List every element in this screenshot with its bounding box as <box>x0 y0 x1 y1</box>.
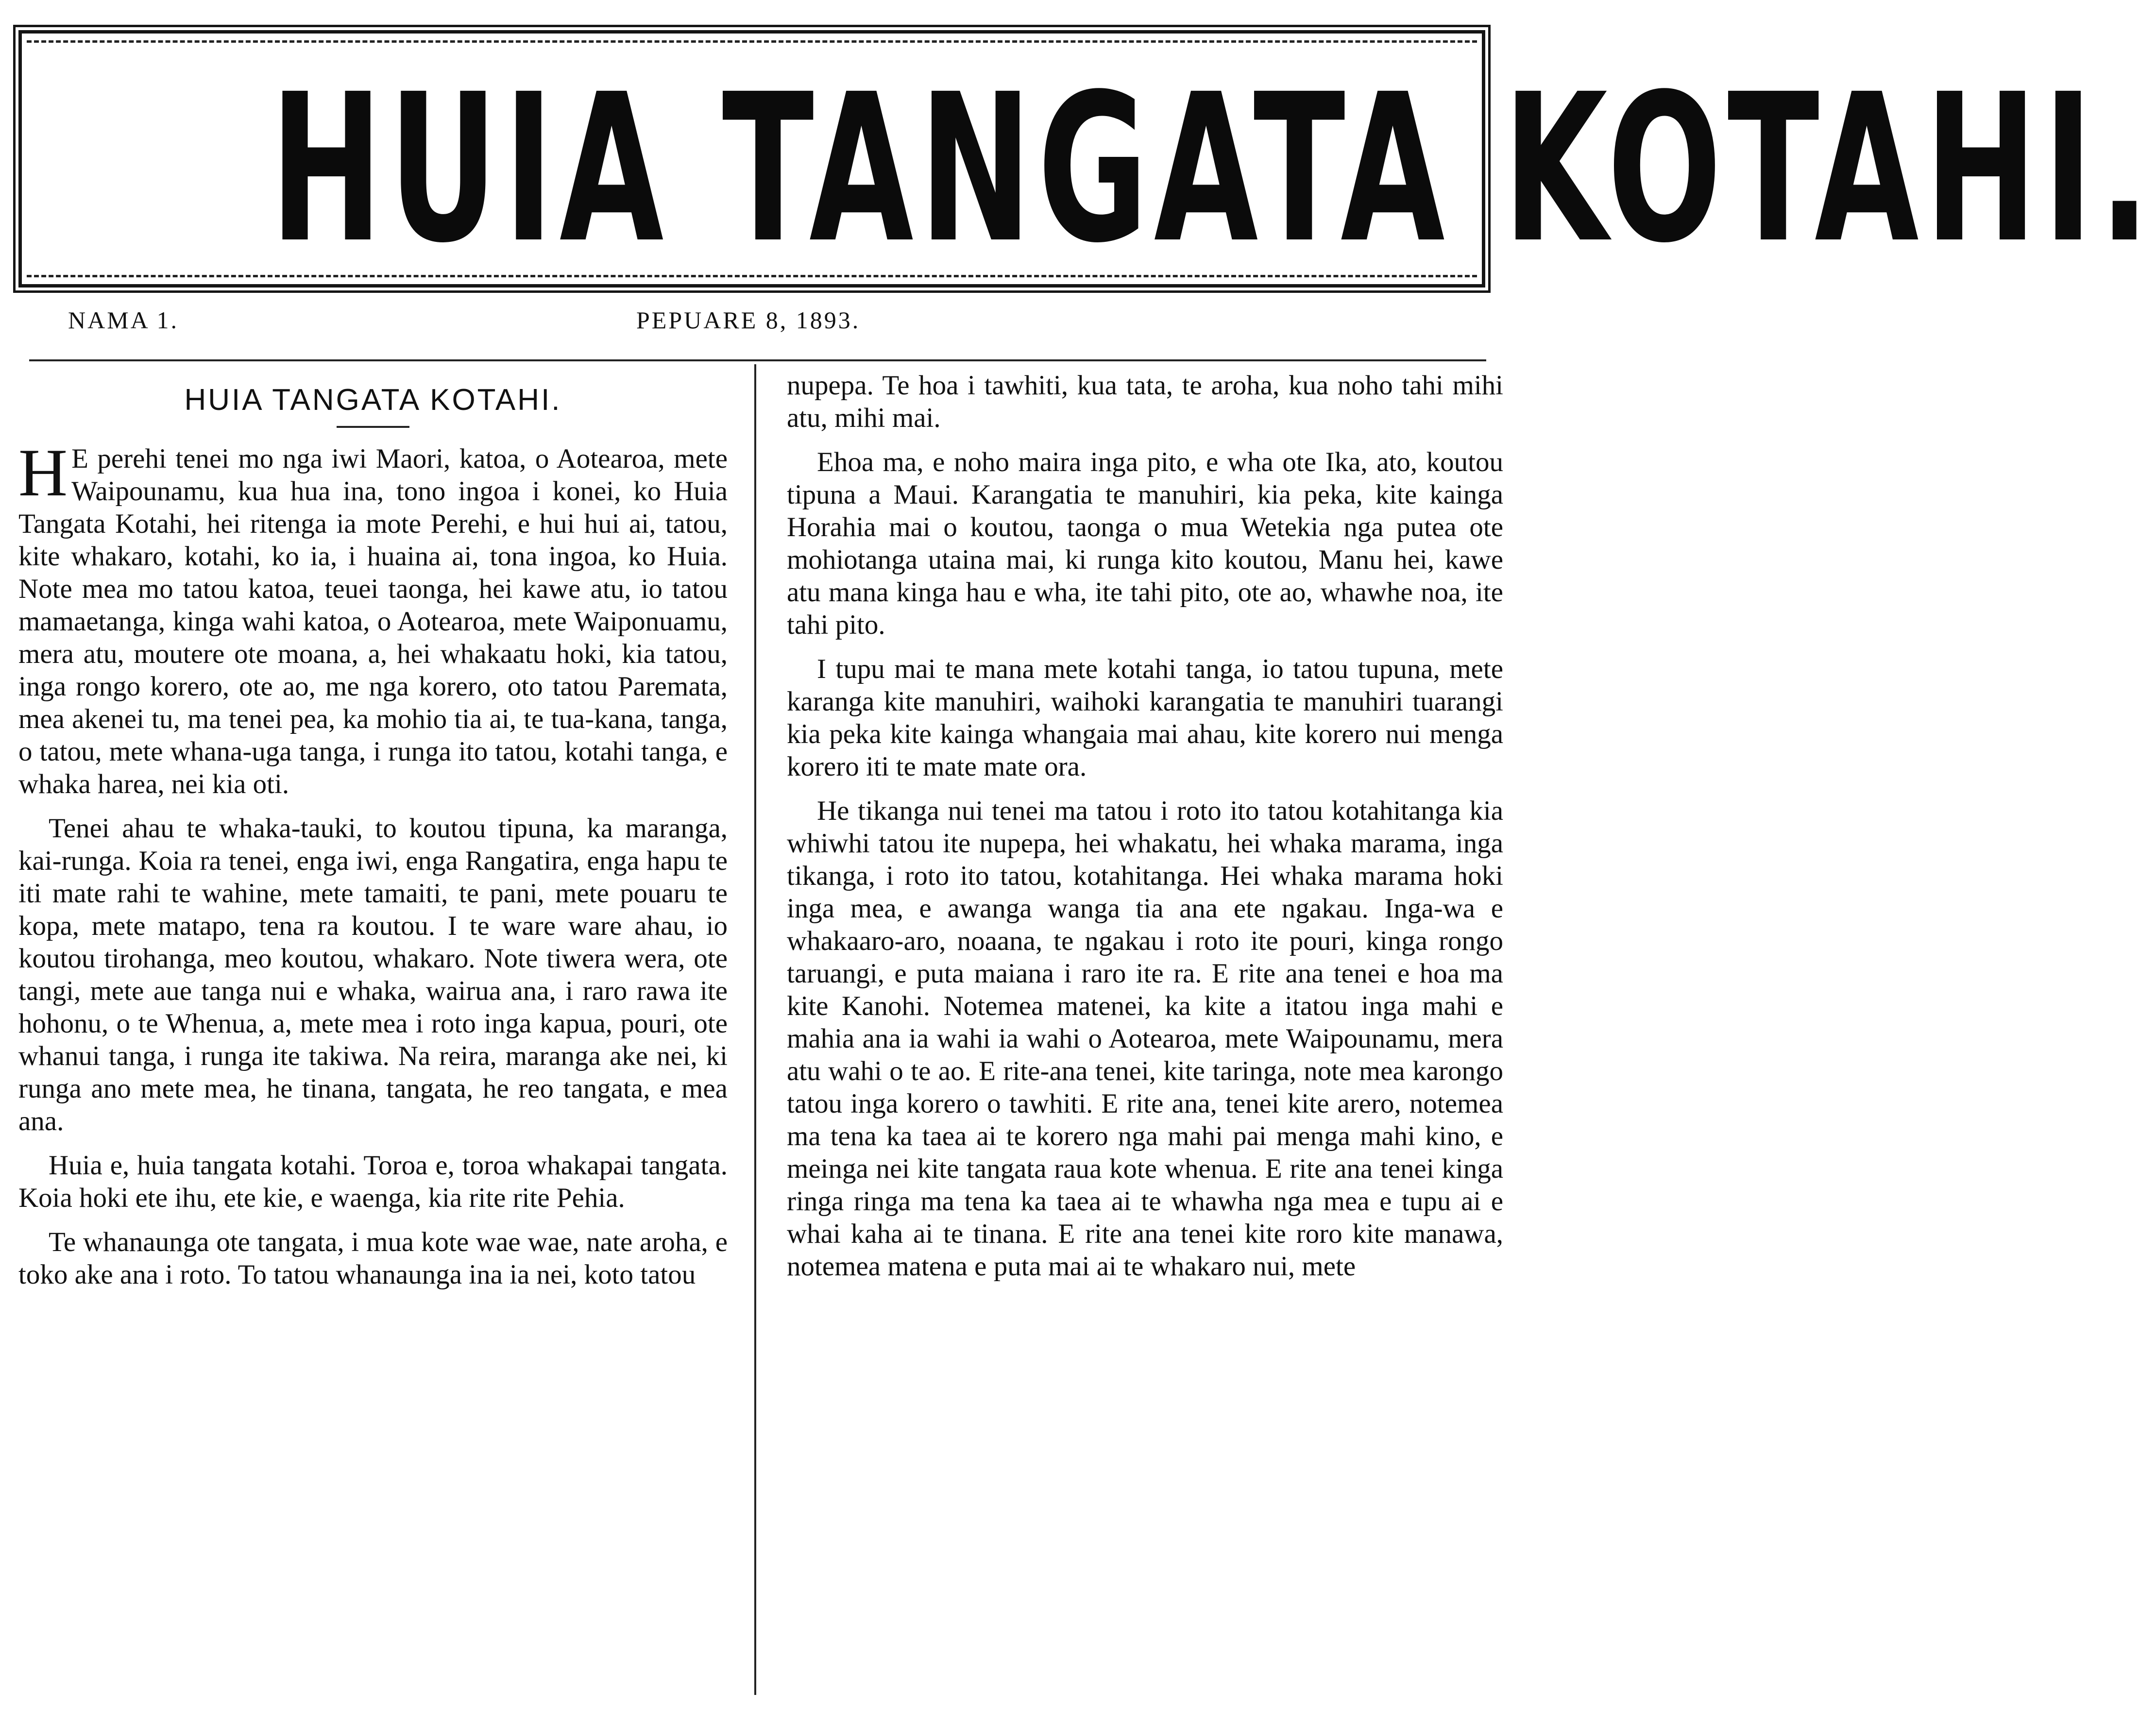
paragraph: Tenei ahau te whaka-tauki, to koutou tipuna, ka maranga, kai-runga. Koia ra tenei, enga iwi, enga Rangatira, enga hapu te iti mate rahi te wahine, mete tamaiti, te pani, mete pouaru te kopa, mete matapo, tena ra koutou. I te ware ware ahau, io koutou tirohanga, meo koutou, whakaro. Note tiwera wera, ote tangi, mete aue tanga nui e whaka, wairua ana, i raro rawa ite hohonu, o te Whenua, a, mete mea i roto inga kapua, pouri, ote whanui tanga, i runga ite takiwa. Na reira, maranga ake nei, ki runga ano mete mea, he tinana, tangata, he reo tangata, e mea ana. <box>18 813 728 1136</box>
paragraph: nupepa. Te hoa i tawhiti, kua tata, te aroha, kua noho tahi mihi atu, mihi mai. <box>787 370 1503 433</box>
paragraph-text: E perehi tenei mo nga iwi Maori, katoa, o Aotearoa, mete Waipounamu, kua hua ina, tono ingoa i konei, ko Huia Tangata Kotahi, hei ritenga ia mote Perehi, e hui hui ai, tatou, kite whakaro, kotahi, ko ia, i huaina ai, tona ingoa, ko Huia. Note mea mo tatou katoa, teuei taonga, hei kawe atu, io tatou mamaetanga, kinga wahi katoa, o Aotearoa, mete Waiponuamu, mera atu, moutere ote moana, a, hei whakaatu hoki, kia tatou, inga rongo korero, ote ao, me nga korero, oto tatou Paremata, mea akenei tu, ma tenei pea, ka mohio tia ai, te tua-kana, tanga, o tatou, mete whana-uga tanga, i runga ito tatou, kotahi tanga, e whaka harea, nei kia oti. <box>18 443 728 799</box>
masthead-border-bottom <box>27 275 1477 277</box>
issue-number: NAMA 1. <box>68 306 179 334</box>
title-rule <box>337 426 409 428</box>
paragraph <box>18 435 728 800</box>
header-rule <box>29 359 1486 361</box>
paragraph: I tupu mai te mana mete kotahi tanga, io tatou tupuna, mete karanga kite manuhiri, waihoki karangatia te manuhiri tuarangi kia peka kite kainga whangaia mai ahau, kite korero nui menga korero iti te mate mate ora. <box>787 654 1503 782</box>
drop-cap: H <box>18 435 68 510</box>
article-title: HUIA TANGATA KOTAHI. <box>184 383 562 417</box>
issue-line <box>0 301 1530 340</box>
paragraph: Ehoa ma, e noho maira inga pito, e wha ote Ika, ato, koutou tipuna a Maui. Karangatia te manuhiri, kia peka, kite kainga Horahia mai o koutou, taonga o mua Wetekia nga putea ote mohiotanga utaina mai, ki runga kito koutou, Manu hei, kawe atu mana kinga hau e wha, ite tahi pito, ote ao, whawhe noa, ite tahi pito. <box>787 447 1503 640</box>
left-column <box>18 369 728 1303</box>
paragraph: He tikanga nui tenei ma tatou i roto ito tatou kotahitanga kia whiwhi tatou ite nupepa, hei whakatu, hei whaka marama, inga tikanga, i roto ito tatou, kotahitanga. Hei whaka marama hoki inga mea, e awanga wanga tia ana ete ngakau. Inga-wa e whakaaro-aro, noaana, te ngakau i roto ite pouri, kinga rongo taruangi, e puta maiana i raro ite ra. E rite ana tenei e hoa ma kite Kanohi. Notemea matenei, ka kite a itatou inga mahi e mahia ana ia wahi ia wahi o Aotearoa, mete Waipounamu, mera atu wahi o te ao. E rite-ana tenei, kite taringa, note mea karongo tatou inga korero o tawhiti. E rite ana, tenei kite arero, notemea ma tena ka taea ai te korero nga mahi pai menga mahi kino, e meinga nei kite tangata raua kote whenua. E rite ana tenei kinga ringa ringa ma tena ka taea ai te whawha nga mea e tupu ai e whai kaha ai te tinana. E rite ana tenei kite roro kite manawa, notemea matena e puta mai ai te whakaro nui, mete <box>787 796 1503 1282</box>
right-column <box>787 369 1503 1294</box>
newspaper-title: HUIA TANGATA KOTAHI. <box>270 51 2156 288</box>
issue-date: PEPUARE 8, 1893. <box>636 306 861 334</box>
column-divider <box>754 364 756 1695</box>
masthead <box>18 30 2156 288</box>
paragraph: Huia e, huia tangata kotahi. Toroa e, toroa whakapai tangata. Koia hoki ete ihu, ete kie, e waenga, kia rite rite Pehia. <box>18 1150 728 1213</box>
masthead-border-top <box>27 40 1477 43</box>
paragraph: Te whanaunga ote tangata, i mua kote wae wae, nate aroha, e toko ake ana i roto. To tatou whanaunga ina ia nei, koto tatou <box>18 1227 728 1290</box>
